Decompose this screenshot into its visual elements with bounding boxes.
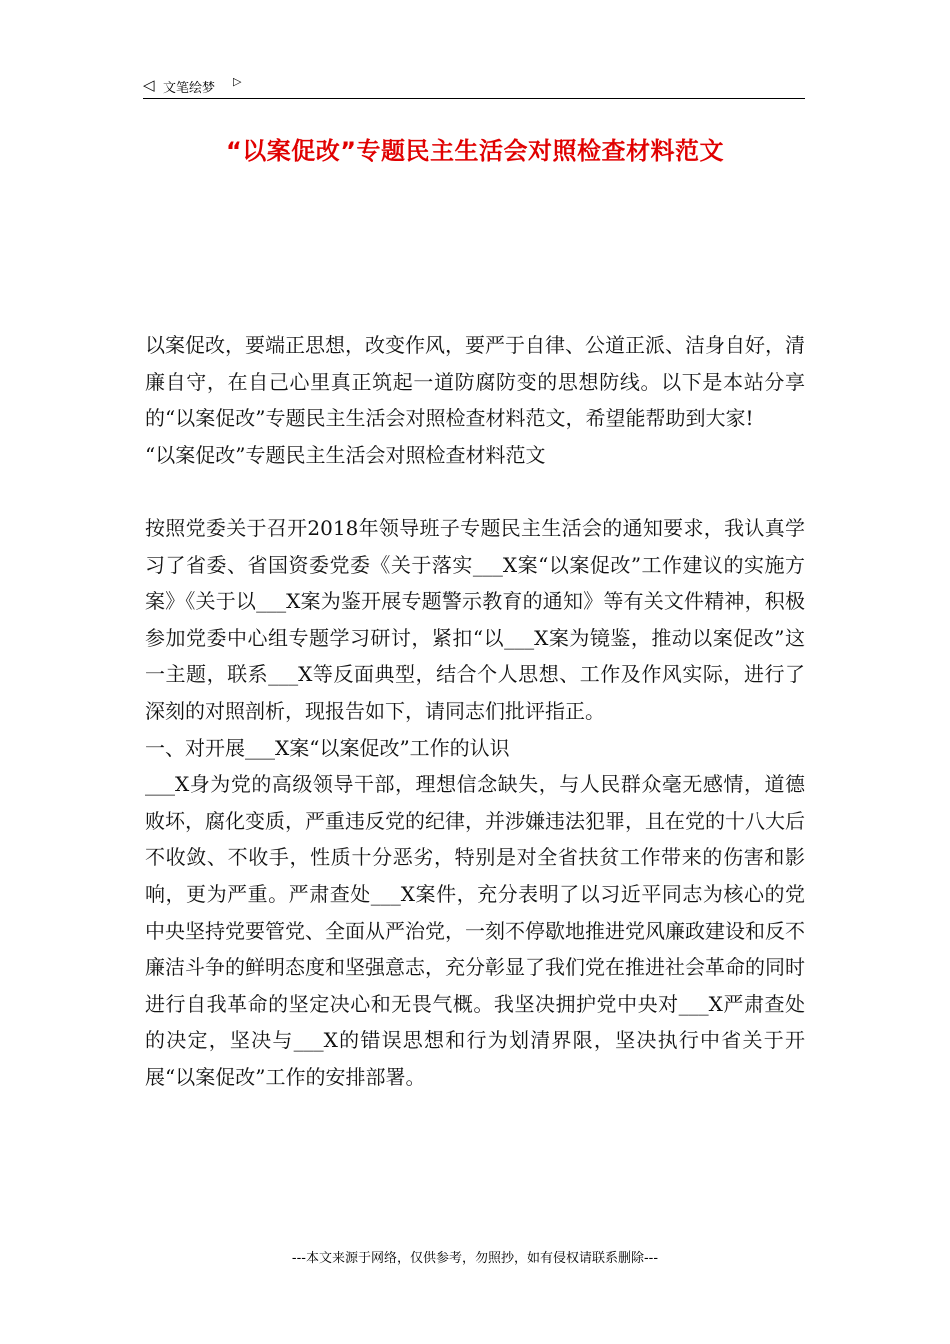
header-brand: 文笔绘梦: [163, 81, 216, 96]
body-paragraph-1: 按照党委关于召开2018年领导班子专题民主生活会的通知要求，我认真学习了省委、省国资委党委《关于落实___X案“以案促改”工作建议的实施方案》《关于以___X案为鉴开展专题警示教育的通知》等有关文件精神，积极参加党委中心组专题学习研讨，紧扣“以___X案为镜鉴，推动以案促改”这一主题，联系___X等反面典型，结合个人思想、工作及作风实际，进行了深刻的对照剖析，现报告如下，请同志们批评指正。: [145, 515, 805, 723]
page-footer: ---本文来源于网络，仅供参考，勿照抄，如有侵权请联系删除---: [291, 1251, 659, 1266]
body-paragraph-2: ___X身为党的高级领导干部，理想信念缺失，与人民群众毫无感情，道德败坏，腐化变质，严重违反党的纪律，并涉嫌违法犯罪，且在党的十八大后不收敛、不收手，性质十分恶劣，特别是对全省扶贫工作带来的伤害和影响，更为严重。严肃查处___X案件，充分表明了以习近平同志为核心的党中央坚持党要管党、全面从严治党，一刻不停歇地推进党风廉政建设和反不廉洁斗争的鲜明态度和坚强意志，充分彰显了我们党在推进社会革命的同时进行自我革命的坚定决心和无畏气概。我坚决拥护党中央对___X严肃查处的决定，坚决与___X的错误思想和行为划清界限，坚决执行中省关于开展“以案促改”工作的安排部署。: [145, 772, 805, 1089]
section-heading-1: 一、对开展___X案“以案促改”工作的认识: [145, 735, 510, 760]
subtitle-line: “以案促改”专题民主生活会对照检查材料范文: [145, 442, 546, 467]
left-triangle-icon: ◁: [143, 76, 155, 94]
page-header: [143, 74, 805, 99]
paragraph-gap: [145, 473, 805, 510]
document-title: “以案促改”专题民主生活会对照检查材料范文: [225, 137, 725, 165]
right-triangle-icon: ▷: [233, 75, 242, 88]
intro-paragraph: 以案促改，要端正思想，改变作风，要严于自律、公道正派、洁身自好，清廉自守，在自己心里真正筑起一道防腐防变的思想防线。以下是本站分享的“以案促改”专题民主生活会对照检查材料范文，希望能帮助到大家!: [145, 333, 805, 431]
document-body: [145, 327, 805, 1095]
